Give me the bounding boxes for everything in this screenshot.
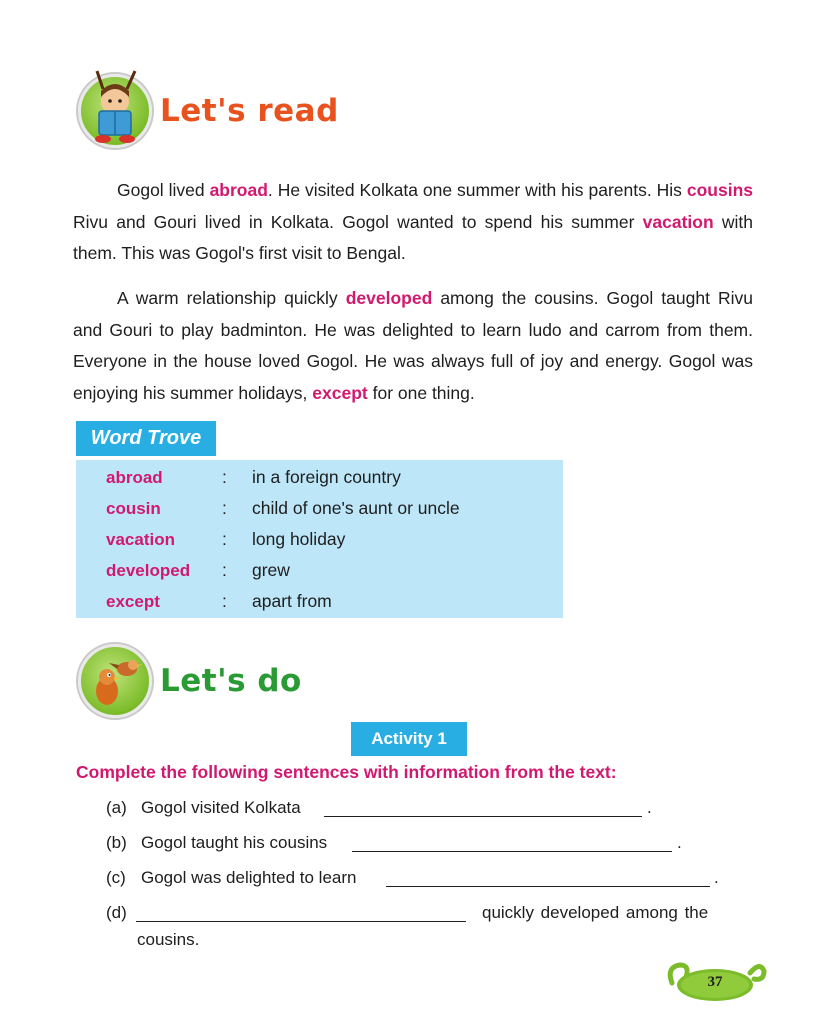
question-label: (a): [106, 798, 127, 817]
word-trove-colon: :: [222, 498, 227, 518]
question-label: (b): [106, 833, 127, 852]
passage-text: for one thing.: [367, 382, 475, 403]
lets-read-heading: [78, 74, 339, 148]
answer-blank-b[interactable]: [352, 833, 672, 852]
word-trove-row: [76, 524, 563, 555]
passage-text: with them. This was Gogol's first visit to Bengal.: [73, 211, 753, 263]
word-trove-row: [76, 462, 563, 493]
word-trove-word: vacation: [106, 530, 175, 549]
word-trove-colon: :: [222, 591, 227, 611]
word-trove-meaning: apart from: [252, 591, 332, 611]
word-trove-colon: :: [222, 529, 227, 549]
reading-child-icon: [78, 74, 152, 148]
word-trove-word: abroad: [106, 468, 163, 487]
keyword-developed: developed: [345, 288, 433, 308]
word-trove-row: [76, 493, 563, 524]
question-text: Gogol was delighted to learn: [141, 868, 357, 887]
question-label: (c): [106, 868, 126, 887]
keyword-except: except: [312, 382, 368, 403]
answer-blank-a[interactable]: [324, 798, 642, 817]
birds-icon: [78, 644, 152, 718]
passage-text: among the cousins. Gogol taught Rivu and Gouri to play badminton. He was delighted to learn ludo and carrom from them. Everyone in the house loved Gogol. He was always full of joy and energy. Gogol was enjoying his summer holidays,: [73, 288, 753, 403]
lets-do-heading: [78, 644, 302, 718]
passage-text: . He visited Kolkata one summer with his parents. His: [267, 180, 687, 200]
word-trove-meaning: child of one's aunt or uncle: [252, 498, 460, 518]
word-trove-title: Word Trove: [76, 421, 216, 456]
answer-blank-c[interactable]: [386, 868, 710, 887]
question-end: .: [677, 833, 682, 852]
question-label: (d): [106, 903, 127, 922]
word-trove-row: [76, 555, 563, 586]
question-text: quickly developed among the: [482, 903, 709, 922]
word-trove-box: [76, 460, 563, 618]
lets-do-title: Let's do: [160, 663, 302, 699]
word-trove-colon: :: [222, 467, 227, 487]
question-text: Gogol taught his cousins: [141, 833, 328, 852]
question-end: .: [647, 798, 652, 817]
passage-text: A warm relationship quickly: [117, 288, 346, 308]
keyword-cousins: cousins: [686, 180, 753, 200]
answer-blank-d[interactable]: [136, 903, 466, 922]
word-trove-meaning: long holiday: [252, 529, 346, 549]
word-trove-meaning: grew: [252, 560, 290, 580]
word-trove-colon: :: [222, 560, 227, 580]
activity-label: Activity 1: [351, 722, 467, 756]
word-trove-meaning: in a foreign country: [252, 467, 401, 487]
question-end: .: [714, 868, 719, 887]
keyword-vacation: vacation: [642, 211, 714, 232]
lets-read-title: Let's read: [160, 93, 339, 129]
word-trove-word: cousin: [106, 499, 161, 518]
passage-paragraph-1: [73, 175, 753, 270]
word-trove-word: except: [106, 592, 160, 611]
page-number: 37: [707, 974, 723, 990]
passage-text: Gogol lived: [117, 180, 210, 200]
activity-instruction: Complete the following sentences with information from the text:: [76, 762, 617, 782]
passage-text: Rivu and Gouri lived in Kolkata. Gogol wanted to spend his summer: [73, 211, 643, 232]
keyword-abroad: abroad: [209, 180, 268, 200]
question-text: Gogol visited Kolkata: [141, 798, 301, 817]
question-text-continued: cousins.: [137, 930, 200, 949]
word-trove-word: developed: [106, 561, 191, 580]
page-number-badge: [660, 955, 770, 1005]
word-trove-row: [76, 586, 563, 617]
passage-paragraph-2: [73, 283, 753, 409]
